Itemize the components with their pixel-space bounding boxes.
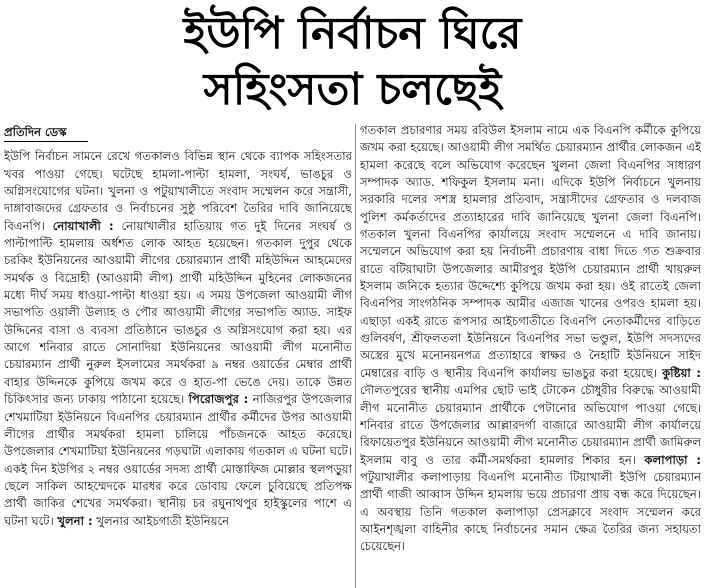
paragraph-text: পটুয়াখালীর কলাপাড়ায় বিএনপি মনোনীত টিয়াখালী ইউপি চেয়ারম্যান প্রার্থী গাজী আব্বাস উদ্দিন হামলায় ভয়ে প্রচারণা প্রায় বন্ধ করে দিয়েছেন। এ অবস্থায় তিনি গতকাল কলাপাড়া প্রেসক্লাবে সংবাদ সম্মেলন করে আইনশৃঙ্খলা বাহিনীর কাছে নির্বাচনের সমান ক্ষেত্র তৈরির জন্য সহায়তা চেয়েছেন। (360, 469, 701, 554)
headline (0, 6, 705, 118)
paragraph (360, 122, 701, 556)
paragraph-text: নাজিরপুর উপজেলার শেখমাটিয়া ইউনিয়নে বিএনপির চেয়ারম্যান প্রার্থীর কর্মীদের উপর আওয়ামী লীগের প্রার্থীর সমর্থকরা হামলা চালিয়ে পাঁচজনকে আহত করেছে। উপজেলার শেখমাটিয়া ইউনিয়নের গড়ঘাটা এলাকায় গতকাল এ ঘটনা ঘটে। একই দিন ইউপির ২ নম্বর ওয়ার্ডের সদস্য প্রার্থী মোস্তাফিজ মোল্লার স্থলপড়ুয়া ছেলে সাকিল আহম্মেদকে মারধর করে ডোবায় ফেলে চুবিয়েছে প্রতিপক্ষ প্রার্থী জাকির শেখের সমর্থকরা। স্থানীয় চর রঘুনাথপুর হাইস্কুলের পাশে এ ঘটনা ঘটে। (4, 392, 352, 528)
headline-line-2: সহিংসতা চলছেই (203, 64, 502, 115)
paragraph-text: গতকাল প্রচারণার সময় রবিউল ইসলাম নামে এক বিএনপি কর্মীকে কুপিয়ে জখম করা হয়েছে। আওয়ামী লীগ সমর্থিত চেয়ারম্যান প্রার্থীর লোকজন এই হামলা করেছে বলে অভিযোগ করেছেন খুলনা জেলা বিএনপির সাধারণ সম্পাদক অ্যাড. শফিকুল ইসলাম মনা। এদিকে ইউপি নির্বাচনে খুলনায় সরকারি দলের সশস্ত্র হামলার প্রতিবাদ, সন্ত্রাসীদের গ্রেফতার ও দলবাজ পুলিশ কর্মকর্তাদের প্রত্যাহারের দাবি জানিয়েছে খুলনা জেলা বিএনপি। গতকাল খুলনা বিএনপির কার্যালয়ে সংবাদ সম্মেলনে এ দাবি জানায়। সম্মেলনে অভিযোগ করা হয় নির্বাচনী প্রচারণায় বাধা দিতে গত শুক্রবার রাতে বটিয়াঘাটা উপজেলার আমীরপুর ইউপি চেয়ারম্যান প্রার্থী খায়রুল ইসলাম জনিকে হত্যার উদ্দেশ্যে কুপিয়ে জখম করা হয়। ওই রাতেই জেলা বিএনপির সাংগঠনিক সম্পাদক আমীর এজাজ খানের ওপরও হামলা হয়। এছাড়া একই রাতে রূপসার আইচগাতীতে বিএনপি নেতাকর্মীদের বাড়িতে গুলিবর্ষণ, শ্রীফলতলা ইউনিয়নে বিএনপির সভা ভণ্ডুল, ইউপি সদস্যদের অস্ত্রের মুখে মনোনয়নপত্র প্রত্যাহারে স্বাক্ষর ও নৈহাটি ইউনিয়নে সাইদ মেম্বারের বাড়ি ও স্থানীয় বিএনপি কার্যালয় ভাঙচুর করা হয়েছে। (360, 123, 701, 380)
headline-line-1: ইউপি নির্বাচন ঘিরে (183, 8, 522, 59)
column-divider (355, 124, 356, 588)
left-column (4, 124, 352, 588)
dateline-kushtia: কুষ্টিয়া : (662, 365, 701, 380)
dateline-khulna: খুলনা : (57, 513, 93, 528)
dateline-noakhali: নোয়াখালী : (52, 218, 114, 233)
paragraph (4, 148, 352, 530)
paragraph-text: নোয়াখালীর হাতিয়ায় গত দুই দিনের সংঘর্ষ ও পাল্টাপাল্টি হামলায় অর্ধশত লোক আহত হয়েছেন। গতকাল দুপুর থেকে চরকিং ইউনিয়নের আওয়ামী লীগের চেয়ারম্যান প্রার্থী মহিউদ্দিন আহমেদের সমর্থক ও বিদ্রোহী (আওয়ামী লীগ) প্রার্থী মহিউদ্দিন মুহিনের লোকজনের মধ্যে দীর্ঘ সময় ধাওয়া-পাল্টা ধাওয়া হয়। এ সময় উপজেলা আওয়ামী লীগ সভাপতি ওয়ালী উল্যাহ ও পৌর আওয়ামী লীগের সভাপতি অ্যাড. সাইফ উদ্দিনের বাসা ও ব্যবসা প্রতিষ্ঠানে ভাঙচুর ও অগ্নিসংযোগ করা হয়। এর আগে শনিবার রাতে সোনাদিয়া ইউনিয়নের আওয়ামী লীগ মনোনীত চেয়ারম্যান প্রার্থী নুরুল ইসলামের সমর্থকরা ৯ নম্বর ওয়ার্ডের মেম্বার প্রার্থী বাহার উদ্দিনকে কুপিয়ে জখম করে ও হাত-পা ভেঙে দেয়। তাকে উন্নত চিকিৎসার জন্য ঢাকায় পাঠানো হয়েছে। (4, 218, 352, 407)
paragraph-text: খুলনার আইচগাতী ইউনিয়নে (92, 513, 230, 528)
byline: প্রতিদিন ডেস্ক (4, 124, 88, 142)
paragraph-text: ইউপি নির্বাচন সামনে রেখে গতকালও বিভিন্ন স্থান থেকে ব্যাপক সহিংসতার খবর পাওয়া গেছে। ঘটেছে হামলা-পাল্টা হামলা, সংঘর্ষ, ভাঙচুর ও অগ্নিসংযোগের ঘটনা। খুলনা ও পটুয়াখালীতে সংবাদ সম্মেলন করে সন্ত্রাসী, দাঙ্গাবাজদের গ্রেফতার ও নির্বাচনের সুষ্ঠু পরিবেশ তৈরির দাবি জানিয়েছে বিএনপি। (4, 149, 352, 233)
paragraph-text: দৌলতপুরের স্থানীয় এমপির ছোট ভাই টোকেন চৌধুরীর বিরুদ্ধে আওয়ামী লীগ মনোনীত চেয়ারম্যান প্রার্থীকে পেটানোর অভিযোগ পাওয়া গেছে। শনিবার রাতে উপজেলার আল্লারদর্গা বাজারে আওয়ামী লীগ কার্যালয়ে রিফায়েতপুর ইউনিয়নে আওয়ামী লীগ মনোনীত চেয়ারম্যান প্রার্থী জামিরুল ইসলাম বাবু ও তার কর্মী-সমর্থকরা হামলার শিকার হন। (360, 383, 701, 467)
right-column (360, 122, 701, 588)
dateline-kalapara: কলাপাড়া : (644, 452, 701, 467)
dateline-pirojpur: পিরোজপুর : (188, 392, 249, 407)
